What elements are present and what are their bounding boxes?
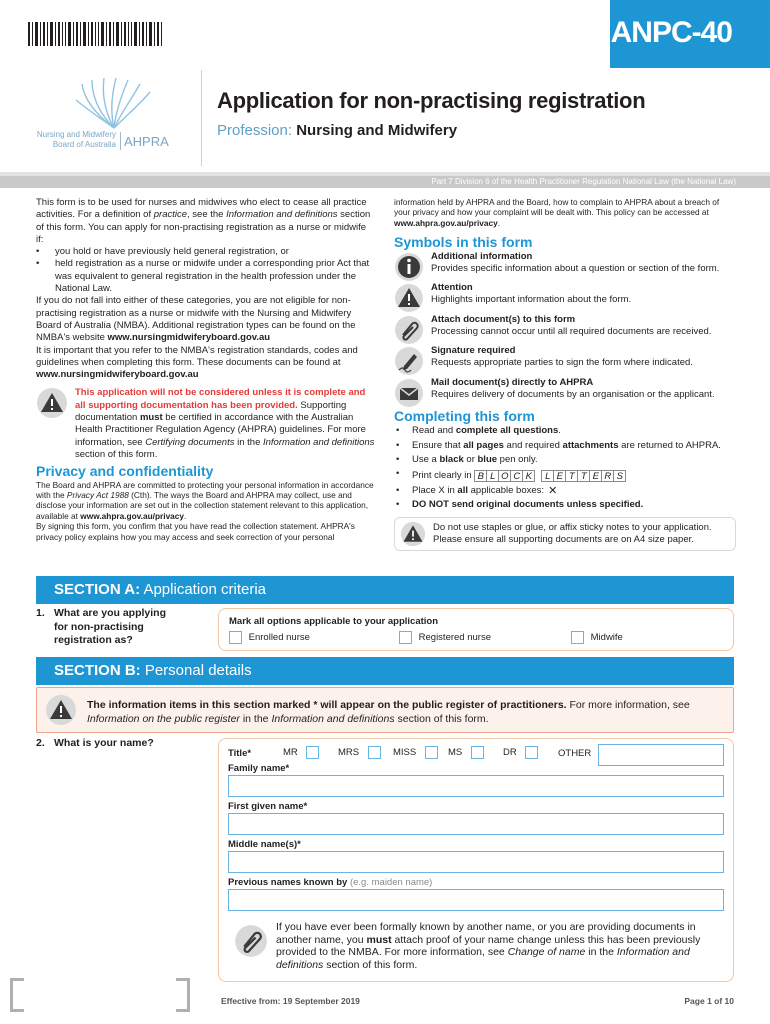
header	[0, 0, 770, 68]
logo-fan-graphic	[74, 78, 154, 130]
supporting-docs-warning: This application will not be considered unless it is complete and all supporting documentation has been provided. Supporting documentation must be certified in accordance with the Australian Health Practitioner Regulation Agency (AHPRA) guidelines. For more information, see Certifying documents in the Information and definitions section of this form.	[36, 387, 376, 461]
list-item: • Print clearly in B L O C K L E T T E R S	[394, 467, 736, 484]
name-change-attach-notice: If you have ever been formally known by another name, or you are providing documents in another name, you must attach proof of your name change unless this has been previously provided to the NMBA. For more information, see Change of name in the Information and definitions section of this form.	[228, 918, 724, 976]
attention-icon	[400, 521, 426, 547]
application-criteria-panel	[218, 608, 734, 651]
list-item: • Use a black or blue pen only.	[394, 453, 736, 467]
public-register-notice: The information items in this section marked * will appear on the public register of practitioners. For more information, see Information on the public register in the Information and definitions section of this form.	[36, 687, 734, 733]
title-ms[interactable]: MS	[448, 746, 484, 759]
profession-value: Nursing and Midwifery	[296, 122, 458, 139]
family-name-input[interactable]	[228, 775, 724, 797]
title-mrs[interactable]: MRS	[338, 746, 381, 759]
completing-heading: Completing this form	[394, 408, 535, 425]
barcode	[28, 22, 162, 46]
attention-icon	[394, 283, 424, 313]
staples-note: Do not use staples or glue, or affix sticky notes to your application. Please ensure all supporting documents are on A4 size paper.	[394, 517, 736, 551]
form-code: ANPC-40	[610, 0, 770, 68]
title-label: Title*	[228, 748, 252, 759]
title-other-input[interactable]	[598, 744, 724, 766]
privacy-paragraph-2: By signing this form, you confirm that you have read the collection statement. AHPRA's privacy policy explains how you may access and seek correction of your personal	[36, 521, 355, 542]
first-name-label: First given name*	[228, 801, 308, 812]
enrolled-nurse-checkbox[interactable]	[229, 631, 242, 644]
intro-paragraph-1: This form is to be used for nurses and midwives who elect to cease all practice activities. For a definition of practice, see the Information and definitions section of this form. You can apply for non-practising registration as a nurse or midwife if:	[36, 197, 371, 245]
nmba-website-link[interactable]: www.nursingmidwiferyboard.gov.au	[107, 332, 271, 344]
x-mark-icon: ✕	[548, 484, 558, 497]
middle-name-input[interactable]	[228, 851, 724, 873]
privacy-heading: Privacy and confidentiality	[36, 463, 214, 480]
header-divider	[201, 70, 202, 166]
crop-mark-left	[10, 978, 24, 1012]
miss-checkbox[interactable]	[425, 746, 438, 759]
section-b-header: SECTION B: Personal details	[36, 657, 734, 685]
privacy-link[interactable]: www.ahpra.gov.au/privacy	[80, 510, 185, 521]
intro-paragraph-3: It is important that you refer to the NMBA's registration standards, codes and guidelines when completing this form. These documents can be found at www.nursingmidwiferyboard.gov.au	[36, 344, 358, 381]
family-name-label: Family name*	[228, 763, 290, 774]
law-reference-bar	[0, 172, 770, 188]
list-item: • Place X in all applicable boxes: ✕	[394, 484, 736, 498]
option-enrolled-nurse[interactable]: Enrolled nurse	[229, 631, 310, 644]
info-icon	[394, 252, 424, 282]
title-other-label: OTHER	[558, 748, 592, 759]
title-mr[interactable]: MR	[283, 746, 319, 759]
symbols-heading: Symbols in this form	[394, 234, 533, 251]
list-item: • held registration as a nurse or midwife under a corresponding prior Act that was equivalent to general registration in the health profession under the National Law.	[36, 258, 376, 295]
symbol-row-attach: Attach document(s) to this form Processing cannot occur until all required documents are received.	[394, 314, 736, 346]
effective-date: Effective from: 19 September 2019	[221, 996, 360, 1006]
paperclip-icon	[234, 924, 268, 958]
logo-divider	[120, 132, 121, 150]
symbol-row-attention: Attention Highlights important information about the form.	[394, 282, 736, 314]
attention-icon	[45, 694, 77, 726]
page-title: Application for non-practising registration	[217, 88, 646, 113]
registered-nurse-checkbox[interactable]	[399, 631, 412, 644]
privacy-paragraph-3: information held by AHPRA and the Board, how to complain to AHPRA about a breach of your privacy and how your complaint will be dealt with. This policy can be accessed at www.ahpra.gov.au/privacy.	[394, 197, 720, 228]
symbols-column	[394, 197, 736, 551]
completing-list	[394, 424, 736, 512]
crop-mark-right	[176, 978, 190, 1012]
option-midwife[interactable]: Midwife	[571, 631, 623, 644]
midwife-checkbox[interactable]	[571, 631, 584, 644]
section-a-header: SECTION A: Application criteria	[36, 576, 734, 604]
page-number: Page 1 of 10	[684, 996, 734, 1006]
list-item: • Read and complete all questions.	[394, 424, 736, 438]
logo-board-line1: Nursing and Midwifery	[36, 130, 116, 139]
nmba-website-link[interactable]: www.nursingmidwiferyboard.gov.au	[36, 369, 199, 381]
symbol-row-mail: Mail document(s) directly to AHPRA Requires delivery of documents by an organisation or the applicant.	[394, 377, 736, 409]
law-reference: Part 7 Division 6 of the Health Practitioner Regulation National Law (the National Law)	[431, 177, 736, 186]
intro-paragraph-2: If you do not fall into either of these categories, you are not eligible for non-practising registration as a nurse or midwife with the Nursing and Midwifery Board of Australia (NMBA). Additional registration types can be found on the NMBA's website www.nursingmidwiferyboard.gov.au	[36, 295, 356, 344]
ms-checkbox[interactable]	[471, 746, 484, 759]
privacy-paragraph-1: The Board and AHPRA are committed to protecting your personal information in accordance with the Privacy Act 1988 (Cth). The ways the Board and AHPRA may collect, use and disclose your information are set out in the collection statement relevant to this application, available at www.ahpra.gov.au/privacy.	[36, 479, 374, 521]
privacy-link[interactable]: www.ahpra.gov.au/privacy	[394, 217, 498, 228]
middle-name-label: Middle name(s)*	[228, 839, 301, 850]
block-letters-example: B L O C K L E T T E R S	[474, 467, 625, 484]
list-item: • DO NOT send original documents unless specified.	[394, 498, 736, 512]
previous-names-input[interactable]	[228, 889, 724, 911]
nmba-ahpra-logo	[34, 78, 184, 158]
profession-line	[217, 122, 457, 139]
previous-names-label: Previous names known by (e.g. maiden name)	[228, 877, 433, 888]
mrs-checkbox[interactable]	[368, 746, 381, 759]
intro-column	[36, 197, 376, 542]
title-miss[interactable]: MISS	[393, 746, 438, 759]
title-dr[interactable]: DR	[503, 746, 538, 759]
mr-checkbox[interactable]	[306, 746, 319, 759]
eligibility-list	[36, 246, 376, 295]
symbol-row-signature: Signature required Requests appropriate parties to sign the form where indicated.	[394, 345, 736, 377]
logo-ahpra: AHPRA	[124, 134, 169, 149]
dr-checkbox[interactable]	[525, 746, 538, 759]
attention-icon	[36, 387, 68, 419]
first-name-input[interactable]	[228, 813, 724, 835]
mail-icon	[394, 378, 424, 408]
profession-label: Profession:	[217, 122, 293, 139]
signature-icon	[394, 346, 424, 376]
paperclip-icon	[394, 315, 424, 345]
list-item: • you hold or have previously held general registration, or	[36, 246, 376, 258]
question-2-label: 2. What is your name?	[36, 737, 154, 749]
question-1-label: 1. What are you applying for non-practising registration as?	[36, 607, 167, 646]
logo-board-line2: Board of Australia	[52, 140, 116, 149]
list-item: • Ensure that all pages and required attachments are returned to AHPRA.	[394, 439, 736, 453]
criteria-instruction: Mark all options applicable to your application	[229, 616, 439, 627]
option-registered-nurse[interactable]: Registered nurse	[399, 631, 491, 644]
symbol-row-info: Additional information Provides specific information about a question or section of the form.	[394, 251, 736, 283]
